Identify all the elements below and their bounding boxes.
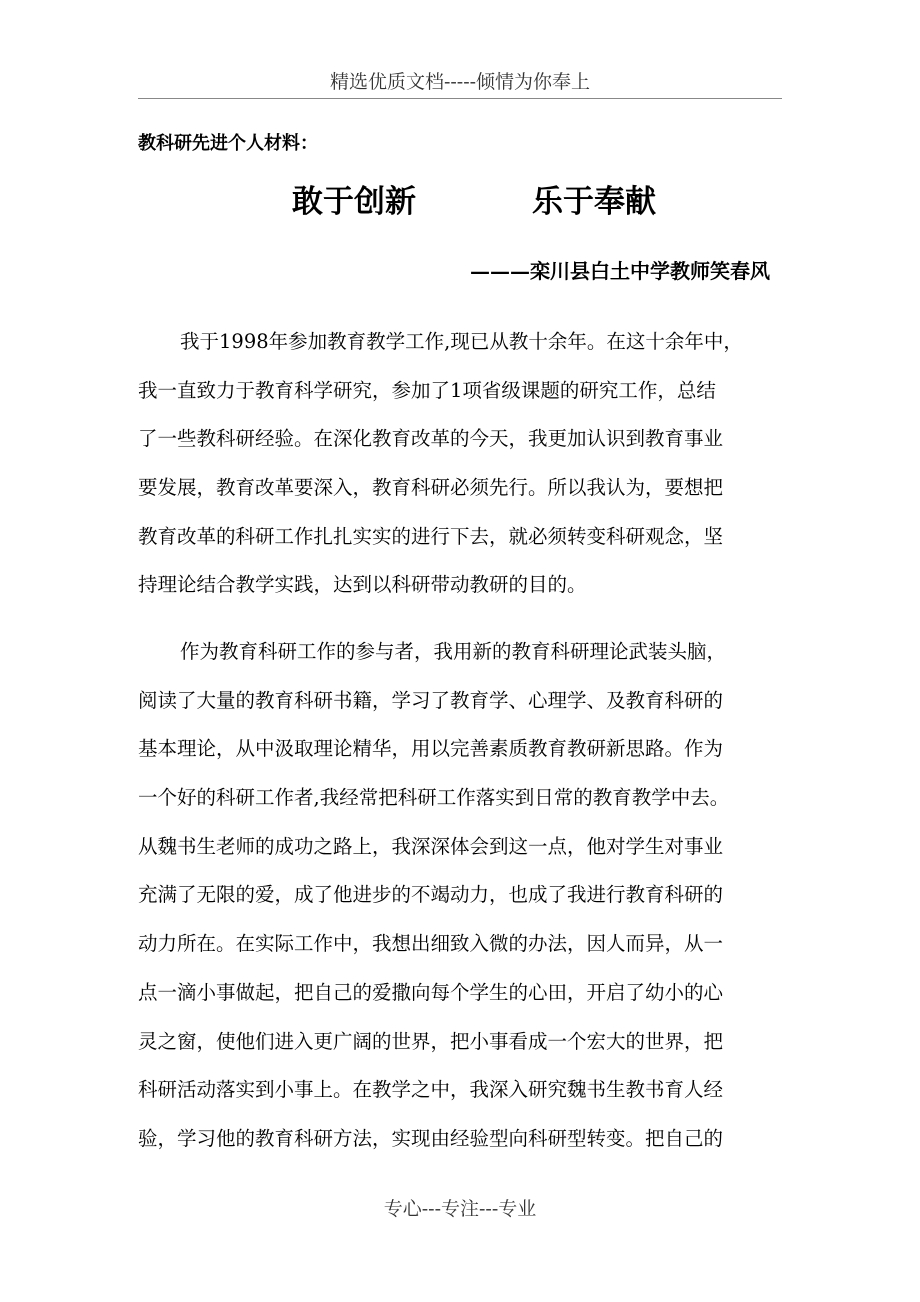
paragraph-line: 点一滴小事做起，把自己的爱撒向每个学生的心田，开启了幼小的心 [138, 980, 724, 1004]
title-part-1: 敢于创新 [292, 184, 416, 220]
body-paragraph-2 [138, 628, 782, 1164]
document-title [0, 178, 920, 226]
paragraph-line: 充满了无限的爱，成了他进步的不竭动力，也成了我进行教育科研的 [138, 883, 724, 907]
paragraph-line: 持理论结合教学实践，达到以科研带动教研的目的。 [138, 573, 587, 597]
paragraph-line: 要发展，教育改革要深入，教育科研必须先行。所以我认为，要想把 [138, 476, 724, 500]
page-header: 精选优质文档-----倾情为你奉上 [138, 66, 782, 99]
document-author: ———栾川县白土中学教师笑春风 [470, 259, 770, 283]
paragraph-line: 了一些教科研经验。在深化教育改革的今天，我更加认识到教育事业 [138, 427, 724, 451]
page-footer: 专心---专注---专业 [383, 1198, 537, 1220]
paragraph-line: 验，学习他的教育科研方法，实现由经验型向科研型转变。把自己的 [138, 1126, 724, 1150]
paragraph-line: 我于1998年参加教育教学工作,现已从教十余年。在这十余年中， [180, 330, 743, 353]
paragraph-line: 阅读了大量的教育科研书籍，学习了教育学、心理学、及教育科研的 [138, 688, 724, 712]
title-part-2: 乐于奉献 [532, 184, 656, 220]
paragraph-line: 科研活动落实到小事上。在教学之中，我深入研究魏书生教书育人经 [138, 1078, 724, 1102]
paragraph-line: 灵之窗，使他们进入更广阔的世界，把小事看成一个宏大的世界，把 [138, 1029, 724, 1053]
paragraph-line: 动力所在。在实际工作中，我想出细致入微的办法，因人而异，从一 [138, 932, 724, 956]
paragraph-line: 基本理论，从中汲取理论精华，用以完善素质教育教研新思路。作为 [138, 737, 724, 761]
paragraph-line: 一个好的科研工作者,我经常把科研工作落实到日常的教育教学中去。 [138, 786, 730, 810]
paragraph-line: 教育改革的科研工作扎扎实实的进行下去，就必须转变科研观念，坚 [138, 524, 724, 548]
body-paragraph-1 [138, 318, 782, 610]
paragraph-line: 我一直致力于教育科学研究，参加了1项省级课题的研究工作，总结 [138, 378, 716, 402]
document-label: 教科研先进个人材料： [138, 133, 318, 154]
paragraph-line: 从魏书生老师的成功之路上，我深深体会到这一点，他对学生对事业 [138, 834, 724, 858]
paragraph-line: 作为教育科研工作的参与者，我用新的教育科研理论武装头脑， [180, 640, 727, 663]
